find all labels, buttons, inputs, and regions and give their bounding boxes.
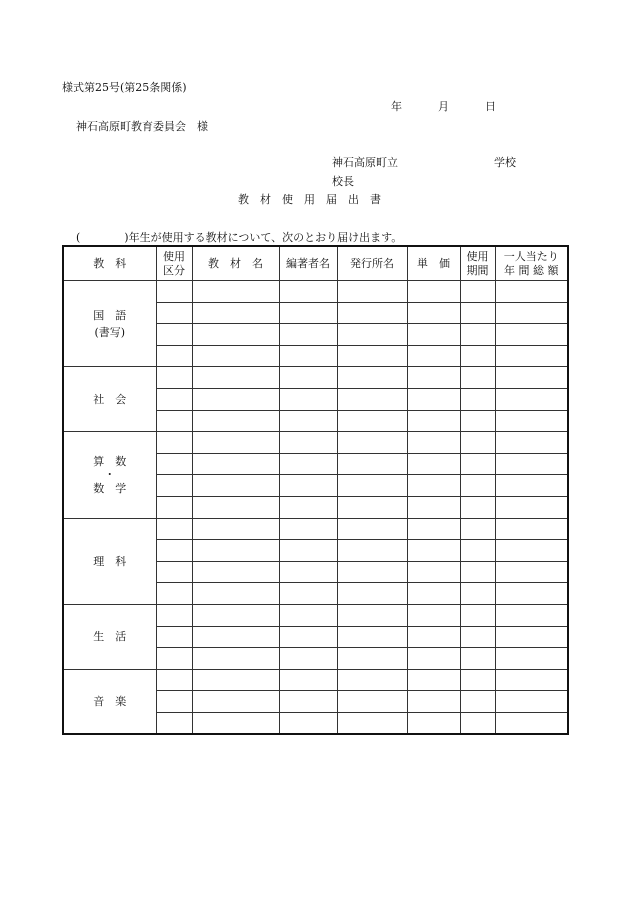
table-row bbox=[63, 367, 568, 389]
form-number: 様式第25号(第25条関係) bbox=[62, 81, 187, 94]
entry-cell[interactable] bbox=[495, 453, 568, 475]
entry-cell[interactable] bbox=[337, 410, 407, 432]
subject-label: 理 科 bbox=[93, 554, 127, 568]
entry-cell[interactable] bbox=[407, 388, 460, 410]
entry-cell[interactable] bbox=[279, 324, 337, 346]
entry-cell[interactable] bbox=[337, 281, 407, 303]
header-publisher: 発行所名 bbox=[337, 246, 407, 281]
entry-cell[interactable] bbox=[495, 540, 568, 562]
entry-cell[interactable] bbox=[495, 496, 568, 518]
entry-cell[interactable] bbox=[460, 410, 495, 432]
entry-cell[interactable] bbox=[192, 648, 279, 670]
entry-cell[interactable] bbox=[192, 712, 279, 734]
subject-cell bbox=[63, 281, 156, 367]
subject-label: 社 会 bbox=[93, 392, 127, 406]
entry-cell[interactable] bbox=[156, 410, 192, 432]
entry-cell[interactable] bbox=[407, 626, 460, 648]
entry-cell[interactable] bbox=[407, 432, 460, 454]
header-subject: 教 科 bbox=[63, 246, 156, 281]
entry-cell[interactable] bbox=[156, 345, 192, 367]
entry-cell[interactable] bbox=[156, 324, 192, 346]
entry-cell[interactable] bbox=[279, 367, 337, 389]
entry-cell[interactable] bbox=[156, 583, 192, 605]
entry-cell[interactable] bbox=[156, 432, 192, 454]
entry-cell[interactable] bbox=[192, 410, 279, 432]
table-row bbox=[63, 518, 568, 540]
entry-cell[interactable] bbox=[156, 453, 192, 475]
subject-label: (書写) bbox=[94, 325, 126, 339]
entry-cell[interactable] bbox=[279, 453, 337, 475]
subject-label: 音 楽 bbox=[93, 695, 127, 709]
entry-cell[interactable] bbox=[192, 604, 279, 626]
entry-cell[interactable] bbox=[495, 388, 568, 410]
entry-cell[interactable] bbox=[279, 691, 337, 713]
entry-cell[interactable] bbox=[279, 410, 337, 432]
subject-cell bbox=[63, 432, 156, 518]
entry-cell[interactable] bbox=[337, 691, 407, 713]
entry-cell[interactable] bbox=[192, 432, 279, 454]
subject-label: 国 語 bbox=[93, 308, 127, 322]
entry-cell[interactable] bbox=[156, 691, 192, 713]
subject-cell bbox=[63, 669, 156, 734]
entry-cell[interactable] bbox=[460, 367, 495, 389]
entry-cell[interactable] bbox=[156, 518, 192, 540]
entry-cell[interactable] bbox=[460, 648, 495, 670]
entry-cell[interactable] bbox=[337, 475, 407, 497]
table-row bbox=[63, 432, 568, 454]
entry-cell[interactable] bbox=[337, 453, 407, 475]
entry-cell[interactable] bbox=[495, 410, 568, 432]
entry-cell[interactable] bbox=[407, 281, 460, 303]
table-row bbox=[63, 669, 568, 691]
entry-cell[interactable] bbox=[460, 604, 495, 626]
header-author: 編著者名 bbox=[279, 246, 337, 281]
entry-cell[interactable] bbox=[279, 432, 337, 454]
subject-label: ・ bbox=[104, 467, 116, 481]
entry-cell[interactable] bbox=[495, 626, 568, 648]
entry-cell[interactable] bbox=[192, 518, 279, 540]
header-category: 使用 区分 bbox=[156, 246, 192, 281]
entry-cell[interactable] bbox=[460, 712, 495, 734]
entry-cell[interactable] bbox=[192, 691, 279, 713]
entry-cell[interactable] bbox=[337, 302, 407, 324]
entry-cell[interactable] bbox=[279, 604, 337, 626]
entry-cell[interactable] bbox=[495, 367, 568, 389]
entry-cell[interactable] bbox=[495, 561, 568, 583]
entry-cell[interactable] bbox=[192, 669, 279, 691]
entry-cell[interactable] bbox=[192, 540, 279, 562]
principal-label: 校長 bbox=[332, 175, 354, 188]
header-material: 教 材 名 bbox=[192, 246, 279, 281]
entry-cell[interactable] bbox=[192, 561, 279, 583]
header-period: 使用 期間 bbox=[460, 246, 495, 281]
entry-cell[interactable] bbox=[156, 475, 192, 497]
entry-cell[interactable] bbox=[279, 540, 337, 562]
table-row bbox=[63, 604, 568, 626]
entry-cell[interactable] bbox=[192, 626, 279, 648]
school-suffix: 学校 bbox=[494, 156, 516, 169]
entry-cell[interactable] bbox=[407, 583, 460, 605]
entry-cell[interactable] bbox=[192, 281, 279, 303]
entry-cell[interactable] bbox=[192, 583, 279, 605]
entry-cell[interactable] bbox=[192, 367, 279, 389]
entry-cell[interactable] bbox=[495, 281, 568, 303]
entry-cell[interactable] bbox=[337, 496, 407, 518]
entry-cell[interactable] bbox=[407, 518, 460, 540]
subject-label: 数 学 bbox=[93, 481, 127, 495]
entry-cell[interactable] bbox=[192, 475, 279, 497]
entry-cell[interactable] bbox=[407, 345, 460, 367]
date-day-label: 日 bbox=[485, 100, 496, 113]
entry-cell[interactable] bbox=[156, 604, 192, 626]
entry-cell[interactable] bbox=[407, 540, 460, 562]
entry-cell[interactable] bbox=[460, 561, 495, 583]
entry-cell[interactable] bbox=[407, 367, 460, 389]
entry-cell[interactable] bbox=[460, 302, 495, 324]
entry-cell[interactable] bbox=[279, 281, 337, 303]
entry-cell[interactable] bbox=[460, 453, 495, 475]
entry-cell[interactable] bbox=[337, 712, 407, 734]
entry-cell[interactable] bbox=[337, 604, 407, 626]
entry-cell[interactable] bbox=[279, 302, 337, 324]
entry-cell[interactable] bbox=[495, 691, 568, 713]
entry-cell[interactable] bbox=[279, 561, 337, 583]
subject-cell bbox=[63, 518, 156, 604]
entry-cell[interactable] bbox=[279, 626, 337, 648]
entry-cell[interactable] bbox=[192, 496, 279, 518]
subject-cell bbox=[63, 604, 156, 669]
entry-cell[interactable] bbox=[460, 281, 495, 303]
entry-cell[interactable] bbox=[407, 691, 460, 713]
intro-statement: ( )年生が使用する教材について、次のとおり届け出ます。 bbox=[76, 231, 403, 244]
entry-cell[interactable] bbox=[495, 345, 568, 367]
entry-cell[interactable] bbox=[460, 540, 495, 562]
entry-cell[interactable] bbox=[495, 475, 568, 497]
entry-cell[interactable] bbox=[495, 669, 568, 691]
materials-table bbox=[62, 245, 569, 735]
entry-cell[interactable] bbox=[279, 388, 337, 410]
entry-cell[interactable] bbox=[279, 496, 337, 518]
addressee: 神石高原町教育委員会 様 bbox=[76, 120, 208, 133]
entry-cell[interactable] bbox=[156, 540, 192, 562]
entry-cell[interactable] bbox=[192, 302, 279, 324]
entry-cell[interactable] bbox=[407, 496, 460, 518]
entry-cell[interactable] bbox=[495, 432, 568, 454]
school-town-name: 神石高原町立 bbox=[332, 156, 398, 169]
subject-label: 算 数 bbox=[93, 454, 127, 468]
entry-cell[interactable] bbox=[460, 691, 495, 713]
entry-cell[interactable] bbox=[407, 648, 460, 670]
entry-cell[interactable] bbox=[192, 345, 279, 367]
entry-cell[interactable] bbox=[407, 324, 460, 346]
table-header-row bbox=[63, 246, 568, 281]
entry-cell[interactable] bbox=[192, 453, 279, 475]
entry-cell[interactable] bbox=[407, 561, 460, 583]
entry-cell[interactable] bbox=[192, 388, 279, 410]
entry-cell[interactable] bbox=[407, 453, 460, 475]
entry-cell[interactable] bbox=[407, 302, 460, 324]
subject-label: 生 活 bbox=[93, 630, 127, 644]
entry-cell[interactable] bbox=[337, 367, 407, 389]
entry-cell[interactable] bbox=[460, 669, 495, 691]
entry-cell[interactable] bbox=[337, 669, 407, 691]
entry-cell[interactable] bbox=[279, 475, 337, 497]
entry-cell[interactable] bbox=[460, 475, 495, 497]
entry-cell[interactable] bbox=[460, 496, 495, 518]
entry-cell[interactable] bbox=[495, 712, 568, 734]
entry-cell[interactable] bbox=[156, 367, 192, 389]
entry-cell[interactable] bbox=[460, 345, 495, 367]
entry-cell[interactable] bbox=[156, 712, 192, 734]
entry-cell[interactable] bbox=[407, 475, 460, 497]
entry-cell[interactable] bbox=[495, 604, 568, 626]
entry-cell[interactable] bbox=[156, 648, 192, 670]
entry-cell[interactable] bbox=[337, 324, 407, 346]
entry-cell[interactable] bbox=[460, 626, 495, 648]
entry-cell[interactable] bbox=[337, 561, 407, 583]
entry-cell[interactable] bbox=[407, 669, 460, 691]
entry-cell[interactable] bbox=[407, 604, 460, 626]
table-row bbox=[63, 281, 568, 303]
entry-cell[interactable] bbox=[279, 669, 337, 691]
entry-cell[interactable] bbox=[279, 345, 337, 367]
entry-cell[interactable] bbox=[337, 518, 407, 540]
entry-cell[interactable] bbox=[495, 302, 568, 324]
entry-cell[interactable] bbox=[192, 324, 279, 346]
entry-cell[interactable] bbox=[337, 388, 407, 410]
entry-cell[interactable] bbox=[460, 432, 495, 454]
header-annual-total: 一人当たり 年 間 総 額 bbox=[495, 246, 568, 281]
entry-cell[interactable] bbox=[337, 626, 407, 648]
entry-cell[interactable] bbox=[337, 432, 407, 454]
entry-cell[interactable] bbox=[156, 281, 192, 303]
document-title: 教 材 使 用 届 出 書 bbox=[238, 193, 381, 206]
entry-cell[interactable] bbox=[495, 324, 568, 346]
subject-cell bbox=[63, 367, 156, 432]
entry-cell[interactable] bbox=[156, 388, 192, 410]
entry-cell[interactable] bbox=[156, 626, 192, 648]
entry-cell[interactable] bbox=[337, 583, 407, 605]
entry-cell[interactable] bbox=[407, 712, 460, 734]
entry-cell[interactable] bbox=[460, 518, 495, 540]
entry-cell[interactable] bbox=[279, 518, 337, 540]
entry-cell[interactable] bbox=[156, 302, 192, 324]
entry-cell[interactable] bbox=[156, 496, 192, 518]
entry-cell[interactable] bbox=[495, 648, 568, 670]
entry-cell[interactable] bbox=[495, 518, 568, 540]
entry-cell[interactable] bbox=[407, 410, 460, 432]
entry-cell[interactable] bbox=[460, 388, 495, 410]
entry-cell[interactable] bbox=[156, 561, 192, 583]
header-price: 単 価 bbox=[407, 246, 460, 281]
date-year-label: 年 bbox=[391, 100, 402, 113]
entry-cell[interactable] bbox=[279, 583, 337, 605]
entry-cell[interactable] bbox=[279, 712, 337, 734]
entry-cell[interactable] bbox=[495, 583, 568, 605]
entry-cell[interactable] bbox=[156, 669, 192, 691]
entry-cell[interactable] bbox=[337, 540, 407, 562]
entry-cell[interactable] bbox=[337, 648, 407, 670]
entry-cell[interactable] bbox=[337, 345, 407, 367]
date-month-label: 月 bbox=[438, 100, 449, 113]
entry-cell[interactable] bbox=[460, 324, 495, 346]
entry-cell[interactable] bbox=[460, 583, 495, 605]
entry-cell[interactable] bbox=[279, 648, 337, 670]
